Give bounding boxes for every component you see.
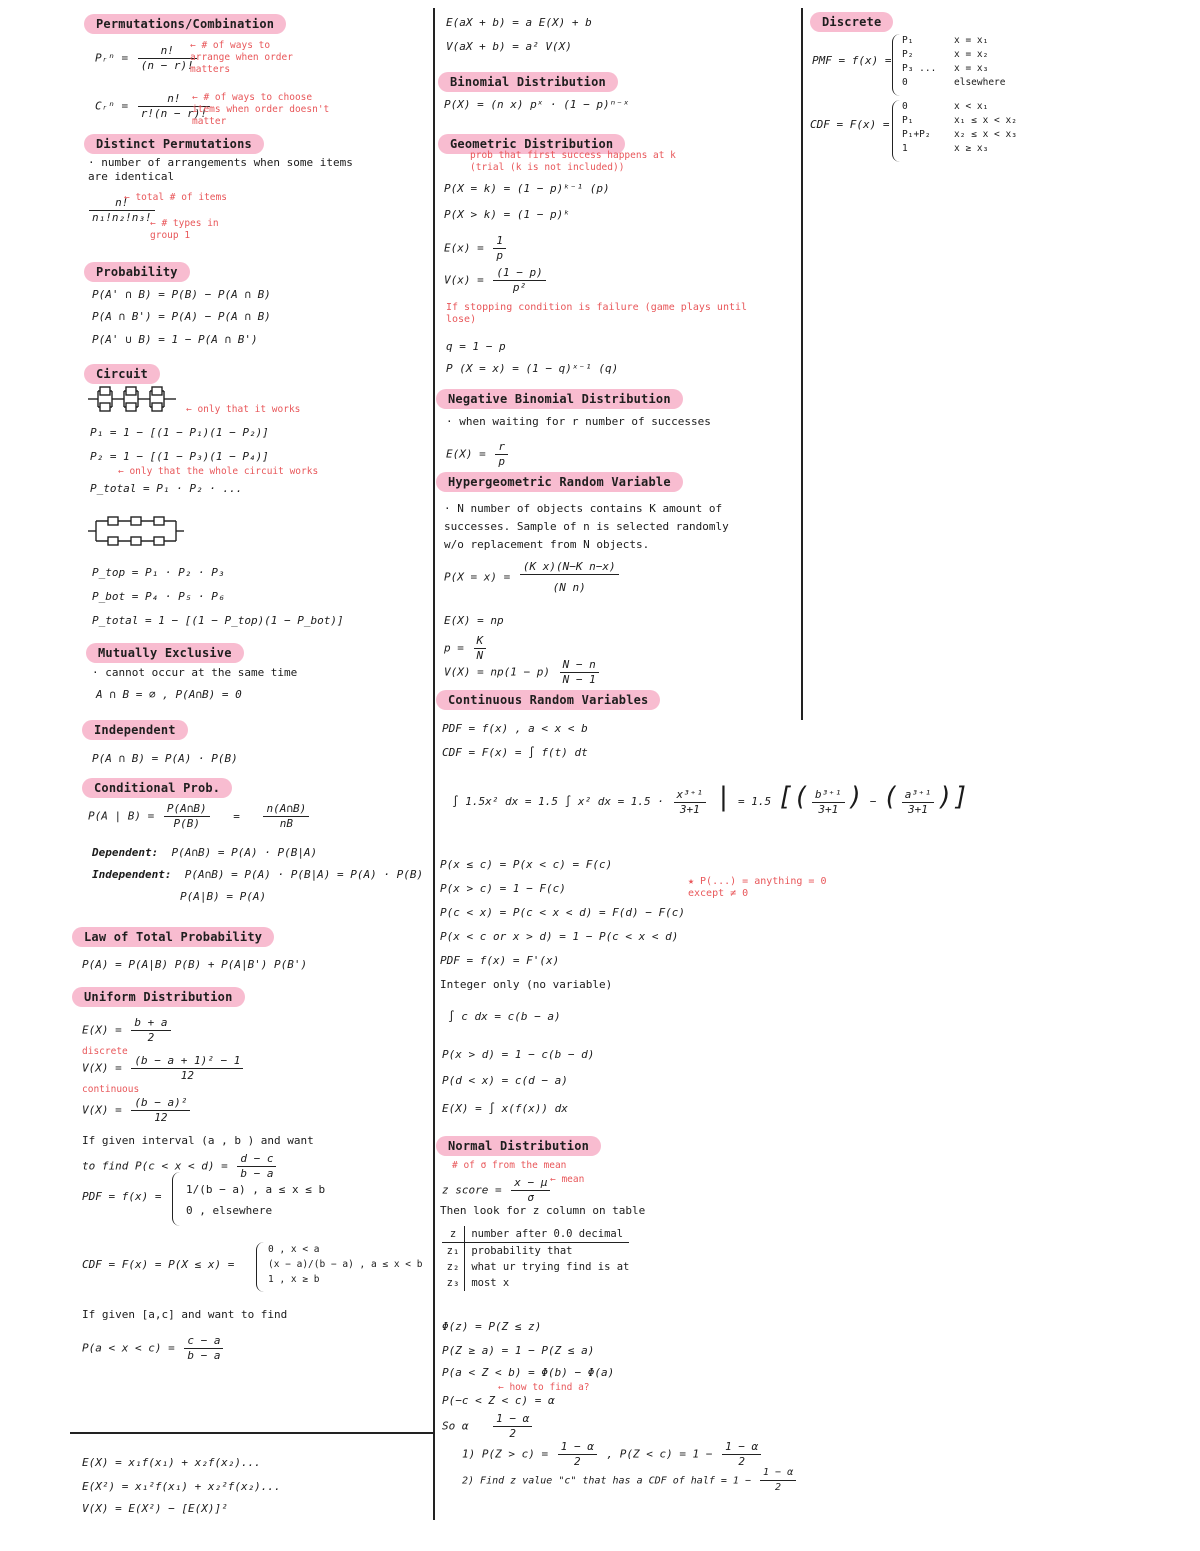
uniform-pdf-cases [172, 1172, 325, 1226]
uniform-interval-line-2: to find P(c < x < d) = $\frac{d - c}{b - a}$ [82, 1152, 279, 1181]
heading-conditional-prob: Conditional Prob. [82, 778, 232, 798]
distinct-text-2: are identical [88, 170, 175, 183]
dependent-line: Dependent: P(A∩B) = P(A) · P(B|A) [92, 846, 318, 859]
distinct-note-total: ← total # of items [124, 192, 227, 203]
circuit-note-1: ← only that it works [186, 404, 301, 415]
uniform-cdf-case-1: 0 , x < a [268, 1244, 320, 1255]
circuit-line-2: P₂ = 1 − [(1 − P₃)(1 − P₄)] [90, 450, 269, 463]
distinct-text-1: · number of arrangements when some items [88, 156, 353, 169]
continuous-line-3: P(c < x) = P(c < x < d) = F(d) − F(c) [440, 906, 686, 919]
cdf-case-1-value: 0 [902, 101, 908, 112]
heading-negative-binomial: Negative Binomial Distribution [436, 389, 683, 409]
normal-look-table: Then look for z column on table [440, 1204, 646, 1217]
variance-line: V(X) = E(X²) − [E(X)]² [82, 1502, 228, 1515]
parallel-branch-circuit-icon [88, 514, 184, 548]
pmf-case-1-cond: x = x₁ [954, 35, 989, 46]
independent-line-1: P(A ∩ B) = P(A) · P(B) [92, 752, 238, 765]
negative-binomial-expectation: E(X) = $\frac{r}{p}$ [446, 440, 511, 469]
pmf-case-1-value: P₁ [902, 35, 914, 46]
divider-col2-col3 [801, 8, 803, 720]
cdf-case-3-cond: x₂ ≤ x < x₃ [954, 129, 1017, 140]
geometric-pmf: P(X = k) = (1 − p)ᵏ⁻¹ (p) [444, 182, 610, 195]
uniform-interval-line-1: If given interval (a , b ) and want [82, 1134, 314, 1147]
normal-line-2: P(Z ≥ a) = 1 − P(Z ≤ a) [442, 1344, 595, 1357]
continuous-line-4: P(x < c or x > d) = 1 − P(c < x < d) [440, 930, 679, 943]
geometric-tail: P(X > k) = (1 − p)ᵏ [444, 208, 570, 221]
heading-permutations: Permutations/Combination [84, 14, 286, 34]
combination-formula: Cᵣⁿ = $\frac{n!}{r!(n - r)!}$ [95, 92, 213, 121]
pmf-case-3-value: P₃ ... [902, 63, 937, 74]
linearity-expectation: E(aX + b) = a E(X) + b [446, 16, 592, 29]
geometric-variance: V(x) = $\frac{(1 - p)}{\text{p²}}$ [444, 266, 549, 295]
pmf-case-2-cond: x = x₂ [954, 49, 989, 60]
independent-cond-line: Independent: P(A∩B) = P(A) · P(B|A) = P(A) · P(B) [92, 868, 424, 881]
continuous-line-5: PDF = f(x) = F'(x) [440, 954, 560, 967]
continuous-line-2: P(x > c) = 1 − F(c) [440, 882, 566, 895]
normal-line-5: So α $\frac{1 - \alpha}{2}$ [442, 1412, 535, 1441]
expectation-line-2: E(X²) = x₁²f(x₁) + x₂²f(x₂)... [82, 1480, 281, 1493]
heading-hypergeometric: Hypergeometric Random Variable [436, 472, 683, 492]
heading-circuit: Circuit [84, 364, 160, 384]
uniform-variance-discrete: V(X) = $\frac{\text{(b − a + 1)² − 1}}{12}$ [82, 1054, 246, 1083]
hypergeometric-pmf: P(X = x) = $\frac{\text{(K x)(N−K n−x)}}{\text{(N n)}}$ [444, 560, 622, 595]
continuous-line-1: P(x ≤ c) = P(x < c) = F(c) [440, 858, 613, 871]
continuous-pdf: PDF = f(x) , a < x < b [442, 722, 588, 735]
uniform-pdf-case-2: 0 , elsewhere [186, 1204, 273, 1217]
z-table-sketch: z number after 0.0 decimal z₁ probability that z₂ what ur trying find is at z₃ most x [442, 1226, 629, 1291]
hypergeometric-variance: V(X) = np(1 − p) $\frac{N - n}{N - 1}$ [444, 658, 602, 687]
uniform-variance-continuous: V(X) = $\frac{\text{(b − a)²}}{12}$ [82, 1096, 193, 1125]
linearity-variance: V(aX + b) = a² V(X) [446, 40, 572, 53]
distinct-formula: $\frac{n!}{\text{n₁!n₂!n₃!}}$ [86, 196, 158, 225]
divider-expectation-block [70, 1432, 433, 1434]
heading-mutually-exclusive: Mutually Exclusive [86, 643, 244, 663]
negative-binomial-line-1: · when waiting for r number of successes [446, 415, 711, 428]
normal-line-7: 2) Find z value "c" that has a CDF of half = 1 − $\frac{1 - \alpha}{2}$ [462, 1466, 799, 1495]
heading-discrete: Discrete [810, 12, 893, 32]
conditional-formula: P(A | B) = $\frac{P(A\cap B)}{P(B)}$ = $\frac{n(A\cap B)}{nB}$ [88, 802, 312, 831]
pmf-case-2-value: P₂ [902, 49, 914, 60]
hypergeometric-line-3: w/o replacement from N objects. [444, 538, 650, 551]
normal-note-sigma: # of σ from the mean [452, 1160, 567, 1171]
probability-line-3: P(A' ∪ B) = 1 − P(A ∩ B') [92, 333, 258, 346]
heading-law-total-probability: Law of Total Probability [72, 927, 274, 947]
normal-z-score: z score = $\frac{x - \mu}{\sigma}$ [442, 1176, 553, 1205]
discrete-cdf-lhs: CDF = F(x) = [810, 118, 890, 131]
geometric-q: q = 1 − p [446, 340, 506, 353]
cdf-case-4-value: 1 [902, 143, 908, 154]
uniform-pdf-case-1: 1/(b − a) , a ≤ x ≤ b [186, 1183, 326, 1196]
heading-independent: Independent [82, 720, 188, 740]
divider-col1-col2 [433, 8, 435, 1520]
uniform-cdf-case-3: 1 , x ≥ b [268, 1274, 320, 1285]
cdf-case-2-value: P₁ [902, 115, 914, 126]
continuous-line-6: Integer only (no variable) [440, 978, 613, 991]
heading-binomial-distribution: Binomial Distribution [438, 72, 618, 92]
continuous-integral-example: ∫ 1.5x² dx = 1.5 ∫ x² dx = 1.5 · $\frac{\text{x³⁺¹}}{3+1}$ | = 1.5 [( $\frac{\text{b³⁺¹}}{3+1}$ ) − ( $\frac{\text{a³⁺¹}}{3+1}$ )] [452, 782, 969, 816]
continuous-line-8: P(x > d) = 1 − c(b − d) [442, 1048, 595, 1061]
heading-continuous-random-variables: Continuous Random Variables [436, 690, 660, 710]
continuous-line-9: P(d < x) = c(d − a) [442, 1074, 568, 1087]
heading-uniform-distribution: Uniform Distribution [72, 987, 245, 1007]
continuous-note: ★ P(...) = anything = 0 except ≠ 0 [688, 876, 827, 899]
heading-distinct-permutations: Distinct Permutations [84, 134, 264, 154]
circuit-line-1: P₁ = 1 − [(1 − P₁)(1 − P₂)] [90, 426, 269, 439]
expectation-line-1: E(X) = x₁f(x₁) + x₂f(x₂)... [82, 1456, 261, 1469]
continuous-line-10: E(X) = ∫ x(f(x)) dx [442, 1102, 568, 1115]
hypergeometric-p: p = $\frac{K}{N}$ [444, 634, 489, 663]
permutation-note: ← # of ways to arrange when order matters [190, 40, 293, 75]
pmf-case-4-cond: elsewhere [954, 77, 1006, 88]
binomial-formula: P(X) = (n x) pˣ · (1 − p)ⁿ⁻ˣ [444, 98, 630, 111]
uniform-cdf-cases [256, 1242, 422, 1292]
normal-line-6: 1) P(Z > c) = $\frac{1 - \alpha}{2}$ , P(Z < c) = 1 − $\frac{1 - \alpha}{2}$ [462, 1440, 764, 1469]
pmf-case-4-value: 0 [902, 77, 908, 88]
uniform-continuous-label: continuous [82, 1084, 140, 1095]
hypergeometric-line-2: successes. Sample of n is selected randomly [444, 520, 729, 533]
probability-line-1: P(A' ∩ B) = P(B) − P(A ∩ B) [92, 288, 271, 301]
heading-geometric-distribution: Geometric Distribution [438, 134, 625, 154]
circuit2-line-2: P_bot = P₄ · P₅ · P₆ [92, 590, 225, 603]
circuit2-line-3: P_total = 1 − [(1 − P_top)(1 − P_bot)] [92, 614, 344, 627]
continuous-cdf: CDF = F(x) = ∫ f(t) dt [442, 746, 588, 759]
normal-line-1: Φ(z) = P(Z ≤ z) [442, 1320, 542, 1333]
geometric-expectation: E(x) = $\frac{1}{p}$ [444, 234, 509, 263]
normal-line-3: P(a < Z < b) = Φ(b) − Φ(a) [442, 1366, 615, 1379]
uniform-expectation: E(X) = $\frac{b + a}{2}$ [82, 1016, 174, 1045]
permutation-formula: Pᵣⁿ = $\frac{n!}{(n - r)!}$ [95, 44, 200, 73]
mutually-exclusive-line-2: A ∩ B = ∅ , P(A∩B) = 0 [96, 688, 242, 701]
normal-note-mean: ← mean [550, 1174, 585, 1185]
mutually-exclusive-line-1: · cannot occur at the same time [92, 666, 298, 679]
total-probability-line: P(A) = P(A|B) P(B) + P(A|B') P(B') [82, 958, 308, 971]
discrete-cdf-cases [892, 100, 1017, 162]
distinct-note-group: ← # types in group 1 [150, 218, 219, 241]
discrete-pmf-cases [892, 34, 1005, 96]
cdf-case-4-cond: x ≥ x₃ [954, 143, 989, 154]
uniform-given-formula: P(a < x < c) = $\frac{c - a}{b - a}$ [82, 1334, 226, 1363]
heading-probability: Probability [84, 262, 190, 282]
normal-note-find-a: ← how to find a? [498, 1382, 590, 1393]
geometric-note: prob that first success happens at k (trial (k is not included)) [470, 150, 676, 173]
discrete-pmf-lhs: PMF = f(x) = [812, 54, 892, 67]
hypergeometric-expectation: E(X) = np [444, 614, 504, 627]
pmf-case-3-cond: x = x₃ [954, 63, 989, 74]
uniform-discrete-label: discrete [82, 1046, 128, 1057]
independent-cond-line-2: P(A|B) = P(A) [180, 890, 267, 903]
uniform-pdf-lhs: PDF = f(x) = [82, 1190, 162, 1203]
series-parallel-circuit-icon [88, 382, 178, 416]
normal-line-4: P(−c < Z < c) = α [442, 1394, 555, 1407]
circuit-note-2: ← only that the whole circuit works [118, 466, 319, 477]
heading-normal-distribution: Normal Distribution [436, 1136, 601, 1156]
uniform-cdf-lhs: CDF = F(x) = P(X ≤ x) = [82, 1258, 235, 1271]
uniform-given-line: If given [a,c] and want to find [82, 1308, 288, 1321]
geometric-failure-note: If stopping condition is failure (game plays until lose) [446, 302, 748, 325]
probability-line-2: P(A ∩ B') = P(A) − P(A ∩ B) [92, 310, 271, 323]
circuit-line-3: P_total = P₁ · P₂ · ... [90, 482, 243, 495]
cdf-case-3-value: P₁+P₂ [902, 129, 931, 140]
cdf-case-1-cond: x < x₁ [954, 101, 989, 112]
uniform-cdf-case-2: (x − a)/(b − a) , a ≤ x < b [268, 1259, 423, 1270]
geometric-failure-pmf: P (X = x) = (1 − q)ˣ⁻¹ (q) [446, 362, 619, 375]
combination-note: ← # of ways to choose items when order doesn't matter [192, 92, 330, 127]
hypergeometric-line-1: · N number of objects contains K amount of [444, 502, 723, 515]
cdf-case-2-cond: x₁ ≤ x < x₂ [954, 115, 1017, 126]
circuit2-line-1: P_top = P₁ · P₂ · P₃ [92, 566, 225, 579]
continuous-line-7: ∫ c dx = c(b − a) [448, 1010, 561, 1023]
